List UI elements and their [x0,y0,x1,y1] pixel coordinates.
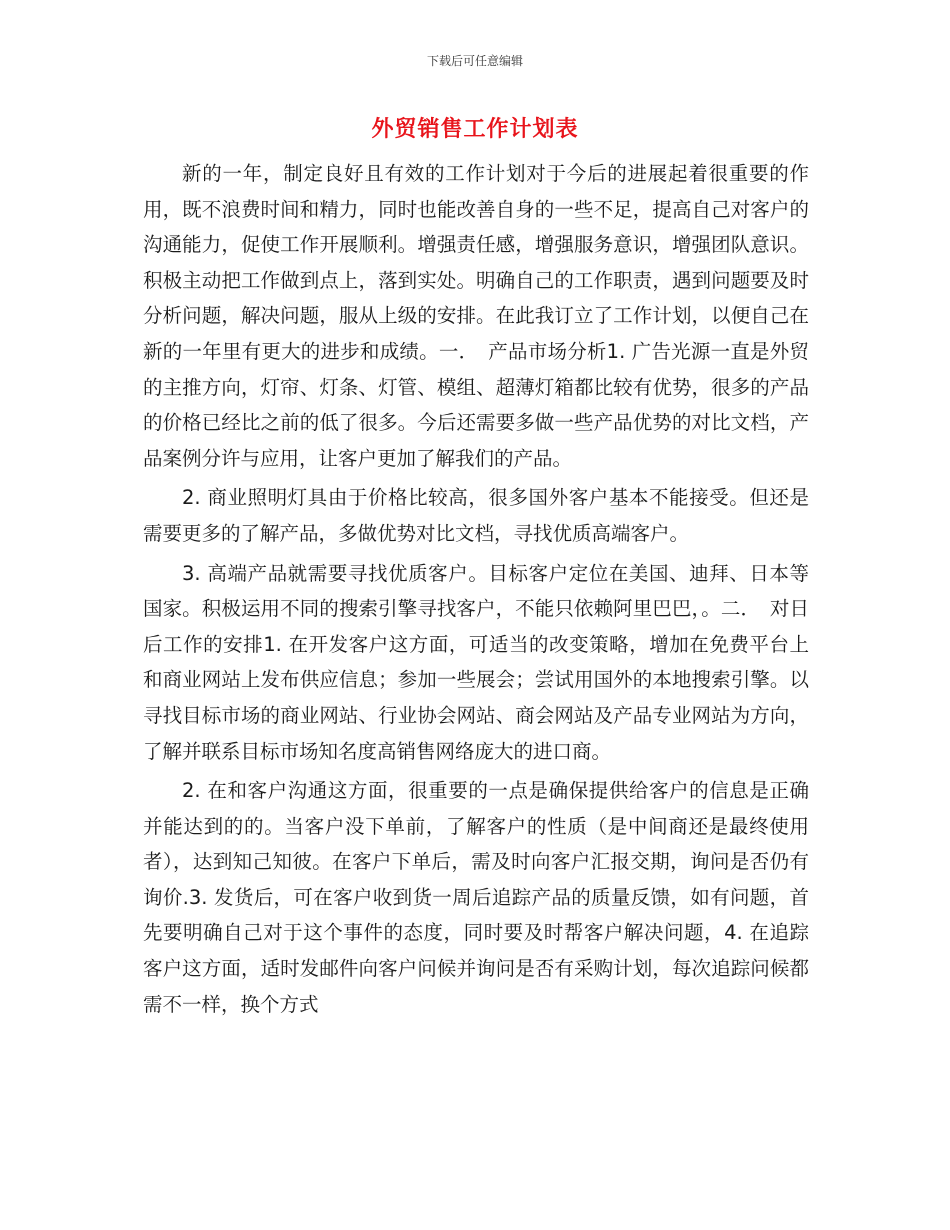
paragraph-4: 2. 在和客户沟通这方面，很重要的一点是确保提供给客户的信息是正确并能达到的的。当客户没下单前，了解客户的性质（是中间商还是最终使用者），达到知己知彼。在客户下单后，需及时向客户汇报交期，询问是否仍有询价.3. 发货后，可在客户收到货一周后追踪产品的质量反馈，如有问题，首先要明确自己对于这个事件的态度，同时要及时帮客户解决问题，4. 在追踪客户这方面，适时发邮件向客户问候并询问是否有采购计划，每次追踪问候都需不一样，换个方式 [143,779,809,1016]
document-body [143,156,809,1022]
paragraph-3: 3. 高端产品就需要寻找优质客户。目标客户定位在美国、迪拜、日本等国家。积极运用不同的搜索引擎寻找客户，不能只依赖阿里巴巴，。二． 对日后工作的安排1. 在开发客户这方面，可适当的改变策略，增加在免费平台上和商业网站上发布供应信息；参加一些展会；尝试用国外的本地搜索引擎。以寻找目标市场的商业网站、行业协会网站、商会网站及产品专业网站为方向，了解并联系目标市场知名度高销售网络庞大的进口商。 [143,561,809,763]
document-title: 外贸销售工作计划表 [371,117,579,142]
header-note: 下载后可任意编辑 [426,54,523,68]
paragraph-2: 2. 商业照明灯具由于价格比较高，很多国外客户基本不能接受。但还是需要更多的了解产品，多做优势对比文档，寻找优质高端客户。 [143,486,809,545]
paragraph-1: 新的一年，制定良好且有效的工作计划对于今后的进展起着很重要的作用，既不浪费时间和精力，同时也能改善自身的一些不足，提高自己对客户的沟通能力，促使工作开展顺利。增强责任感，增强服务意识，增强团队意识。积极主动把工作做到点上，落到实处。明确自己的工作职责，遇到问题要及时分析问题，解决问题，服从上级的安排。在此我订立了工作计划，以便自己在新的一年里有更大的进步和成绩。一． 产品市场分析1. 广告光源一直是外贸的主推方向，灯帘、灯条、灯管、模组、超薄灯箱都比较有优势，很多的产品的价格已经比之前的低了很多。今后还需要多做一些产品优势的对比文档，产品案例分许与应用，让客户更加了解我们的产品。 [143,162,809,470]
